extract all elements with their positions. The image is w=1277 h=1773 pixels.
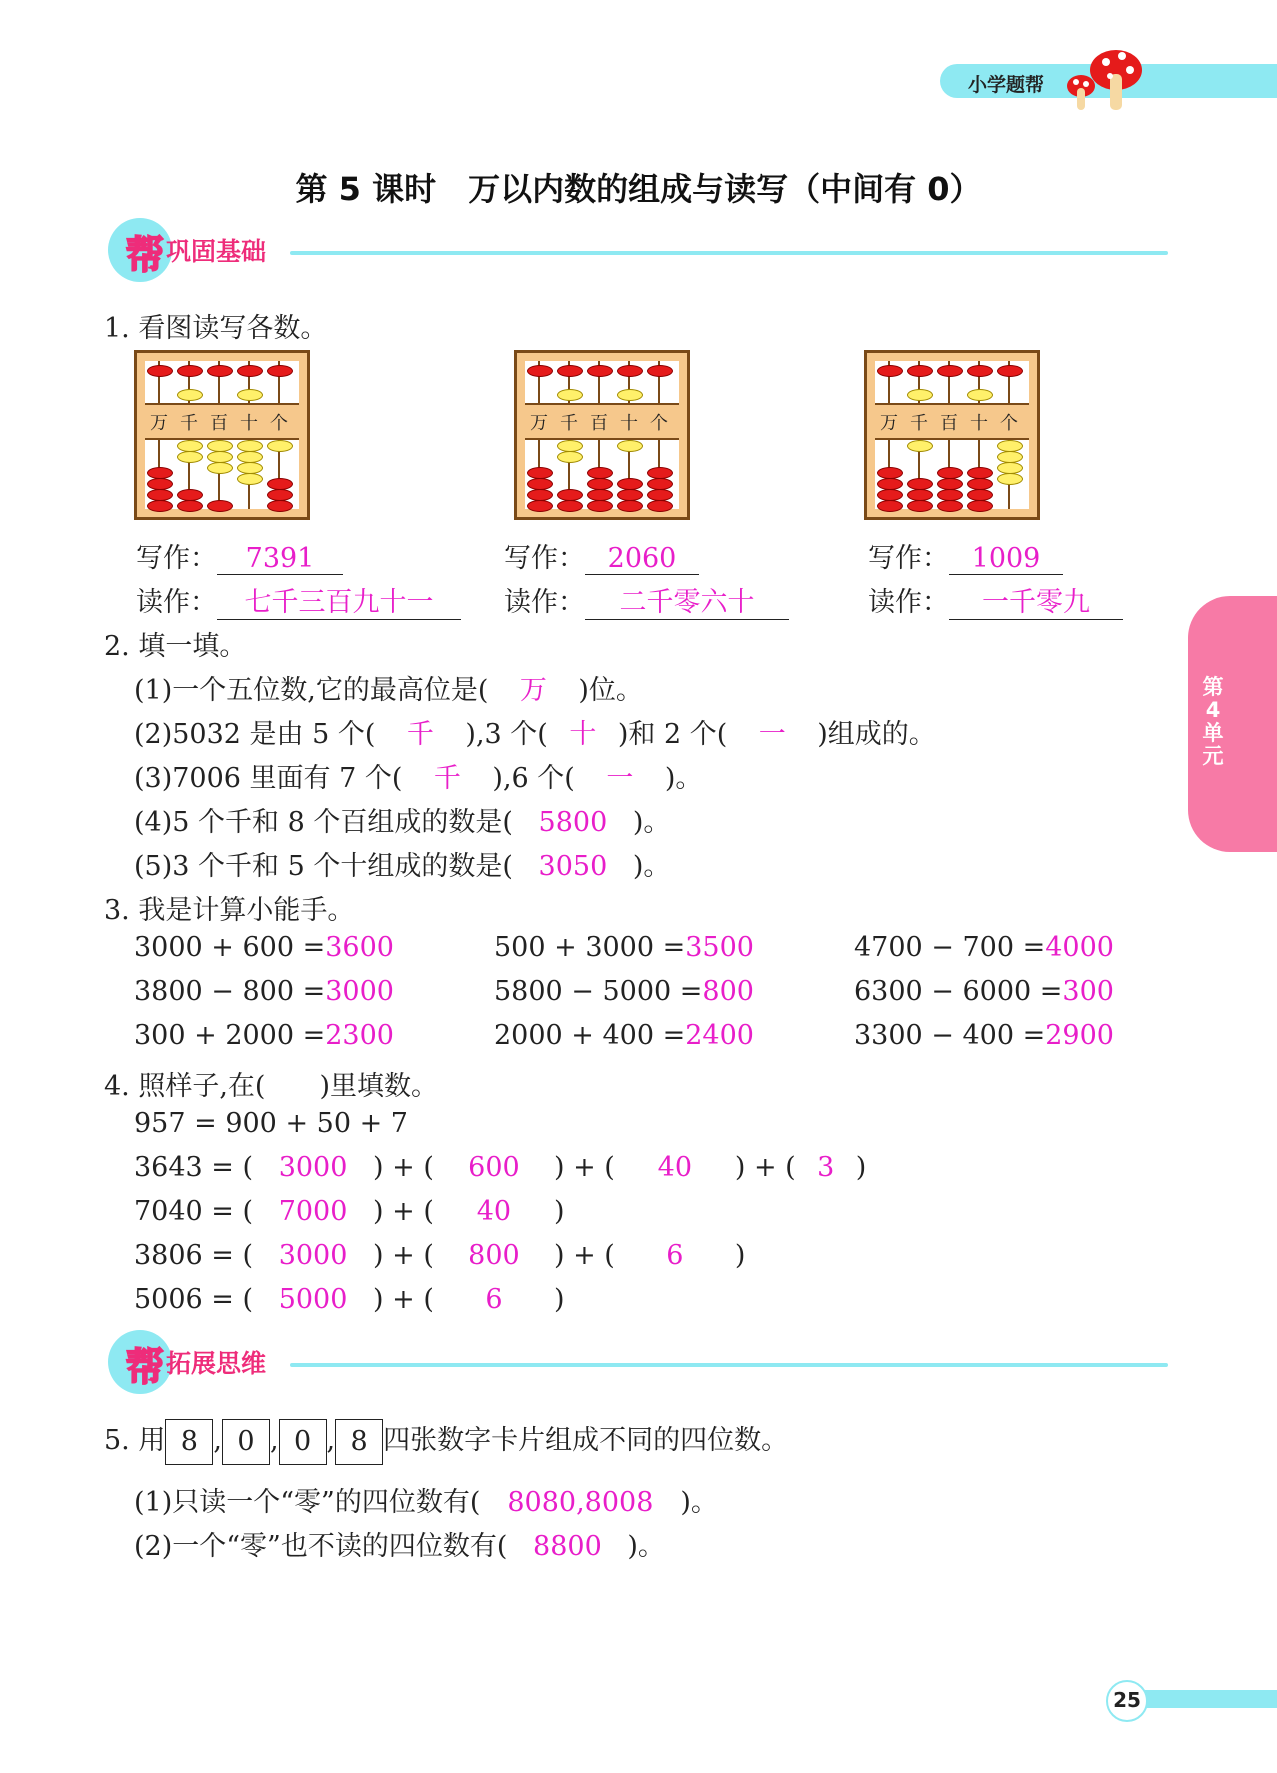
q2-answer-3a[interactable]: 千	[433, 763, 461, 794]
abacus-bead	[907, 500, 933, 512]
place-label: 个	[1000, 413, 1018, 434]
calc-answer[interactable]: 2400	[685, 1020, 754, 1051]
q4-answer[interactable]: 40	[476, 1196, 512, 1227]
q2-part-2: (2)5032 是由 5 个( 千 ),3 个( 十 )和 2 个( 一 )组成的。	[134, 712, 936, 751]
calc-answer[interactable]: 3600	[325, 932, 394, 963]
place-label: 个	[270, 413, 288, 434]
digit-card: 8	[165, 1419, 213, 1465]
write-line-1: 写作： 7391	[136, 536, 343, 575]
abacus-bead	[617, 365, 643, 377]
place-label: 十	[240, 413, 258, 434]
q4-row: 7040 = ( 7000 ) + ( 40 )	[134, 1196, 565, 1227]
digit-card: 8	[335, 1419, 383, 1465]
q4-answer[interactable]: 600	[468, 1152, 520, 1183]
place-label: 万	[150, 413, 168, 434]
write-answer-3[interactable]: 1009	[949, 543, 1063, 575]
read-answer-3[interactable]: 一千零九	[949, 580, 1123, 620]
abacus-bead	[937, 365, 963, 377]
section-title: 拓展思维	[166, 1349, 267, 1378]
abacus-bead	[177, 365, 203, 377]
digit-card: 0	[279, 1419, 327, 1465]
abacus-bead-counted	[997, 473, 1023, 485]
place-label: 十	[620, 413, 638, 434]
abacus-bead	[557, 500, 583, 512]
write-line-2: 写作： 2060	[504, 536, 699, 575]
unit-tab-label: 第 4 单 元	[1202, 675, 1224, 768]
abacus-bead-counted	[617, 440, 643, 452]
abacus-bead-counted	[237, 473, 263, 485]
abacus-bead	[647, 365, 673, 377]
read-line-1: 读作： 七千三百九十一	[136, 580, 461, 620]
q5-part-2: (2)一个“零”也不读的四位数有( 8800 )。	[134, 1531, 665, 1562]
abacus-bead	[647, 500, 673, 512]
q4-answer[interactable]: 7000	[278, 1196, 348, 1227]
abacus-bead-upper	[177, 389, 203, 401]
abacus-bead	[557, 365, 583, 377]
section-divider	[290, 251, 1168, 255]
abacus-bead-upper	[557, 389, 583, 401]
abacus-bead-upper	[237, 389, 263, 401]
q2-answer-1[interactable]: 万	[519, 675, 547, 706]
abacus-bead	[967, 365, 993, 377]
abacus-bead	[267, 500, 293, 512]
abacus-bead-counted	[267, 440, 293, 452]
abacus-bead	[877, 365, 903, 377]
digit-card: 0	[222, 1419, 270, 1465]
abacus-bead	[527, 500, 553, 512]
page-number: 25	[1113, 1688, 1141, 1712]
write-answer-1[interactable]: 7391	[217, 543, 343, 575]
q2-answer-2c[interactable]: 一	[758, 719, 786, 750]
q2-answer-2a[interactable]: 千	[406, 719, 434, 750]
place-label: 百	[210, 413, 228, 434]
section-header-extend	[108, 1330, 1168, 1400]
abacus-bead	[877, 500, 903, 512]
abacus-1	[134, 350, 310, 520]
abacus-bead-upper	[907, 389, 933, 401]
calc-answer[interactable]: 3500	[685, 932, 754, 963]
abacus-bead	[587, 500, 613, 512]
q4-row: 3643 = ( 3000 ) + ( 600 ) + ( 40 ) + ( 3 )	[134, 1152, 867, 1183]
calc-answer[interactable]: 2900	[1045, 1020, 1114, 1051]
q4-answer[interactable]: 800	[468, 1240, 520, 1271]
q5-answer-2[interactable]: 8800	[533, 1531, 602, 1562]
abacus-bead-counted	[177, 451, 203, 463]
calc-answer[interactable]: 300	[1062, 976, 1114, 1007]
abacus-bead	[237, 365, 263, 377]
question-4-title: 4. 照样子,在( )里填数。	[104, 1071, 438, 1102]
section-badge: 帮	[108, 218, 172, 282]
place-label: 千	[560, 413, 578, 434]
abacus-3	[864, 350, 1040, 520]
read-answer-1[interactable]: 七千三百九十一	[217, 580, 461, 620]
section-title: 巩固基础	[166, 237, 267, 266]
abacus-bead	[147, 500, 173, 512]
section-badge: 帮	[108, 1330, 172, 1394]
calc-answer[interactable]: 2300	[325, 1020, 394, 1051]
question-3-title: 3. 我是计算小能手。	[104, 895, 355, 926]
read-answer-2[interactable]: 二千零六十	[585, 580, 789, 620]
abacus-bead	[997, 365, 1023, 377]
calc-item: 5800 − 5000 =800	[494, 976, 754, 1007]
q5-answer-1[interactable]: 8080,8008	[507, 1487, 654, 1518]
abacus-bead	[177, 500, 203, 512]
q2-answer-2b[interactable]: 十	[569, 719, 597, 750]
mushroom-icon	[1060, 44, 1150, 116]
abacus-bead	[147, 365, 173, 377]
calc-answer[interactable]: 800	[702, 976, 754, 1007]
calc-item: 3800 − 800 =3000	[134, 976, 394, 1007]
place-label: 千	[910, 413, 928, 434]
abacus-bead-counted	[207, 462, 233, 474]
read-line-2: 读作： 二千零六十	[504, 580, 789, 620]
abacus-2	[514, 350, 690, 520]
brand-label: 小学题帮	[968, 74, 1045, 96]
abacus-bead-counted	[907, 440, 933, 452]
q2-answer-4[interactable]: 5800	[538, 807, 608, 838]
calc-item: 2000 + 400 =2400	[494, 1020, 754, 1051]
abacus-bead	[527, 365, 553, 377]
q4-answer[interactable]: 6	[485, 1284, 503, 1315]
abacus-bead	[207, 500, 233, 512]
q4-example: 957 = 900 + 50 + 7	[134, 1108, 408, 1139]
q2-part-4: (4)5 个千和 8 个百组成的数是( 5800 )。	[134, 807, 671, 838]
calc-item: 500 + 3000 =3500	[494, 932, 754, 963]
q2-part-3: (3)7006 里面有 7 个( 千 ),6 个( 一 )。	[134, 756, 702, 795]
place-label: 百	[590, 413, 608, 434]
place-label: 万	[530, 413, 548, 434]
q2-answer-3b[interactable]: 一	[606, 763, 634, 794]
abacus-bead	[587, 365, 613, 377]
place-label: 十	[970, 413, 988, 434]
q4-answer[interactable]: 3000	[278, 1240, 348, 1271]
section-divider	[290, 1363, 1168, 1367]
q4-answer[interactable]: 5000	[278, 1284, 348, 1315]
abacus-bead-upper	[967, 389, 993, 401]
abacus-bead-counted	[557, 451, 583, 463]
write-answer-2[interactable]: 2060	[585, 543, 699, 575]
abacus-bead	[207, 365, 233, 377]
calc-item: 3300 − 400 =2900	[854, 1020, 1114, 1051]
abacus-bead	[967, 500, 993, 512]
page-title: 第 5 课时 万以内数的组成与读写（中间有 0）	[295, 170, 982, 208]
abacus-bead	[267, 365, 293, 377]
calc-answer[interactable]: 3000	[325, 976, 394, 1007]
q4-answer[interactable]: 6	[666, 1240, 684, 1271]
q4-answer[interactable]: 3	[817, 1152, 835, 1183]
q4-answer[interactable]: 40	[657, 1152, 692, 1183]
calc-answer[interactable]: 4000	[1045, 932, 1114, 963]
question-1-title: 1. 看图读写各数。	[104, 313, 328, 344]
place-label: 万	[880, 413, 898, 434]
q4-row: 5006 = ( 5000 ) + ( 6 )	[134, 1284, 565, 1315]
abacus-bead	[617, 500, 643, 512]
calc-item: 4700 − 700 =4000	[854, 932, 1114, 963]
place-label: 个	[650, 413, 668, 434]
place-label: 百	[940, 413, 958, 434]
question-2-title: 2. 填一填。	[104, 631, 247, 662]
read-line-3: 读作： 一千零九	[868, 580, 1123, 620]
abacus-bead	[907, 365, 933, 377]
q5-part-1: (1)只读一个“零”的四位数有( 8080,8008 )。	[134, 1487, 718, 1518]
q2-answer-5[interactable]: 3050	[538, 851, 608, 882]
q4-answer[interactable]: 3000	[278, 1152, 348, 1183]
place-label: 千	[180, 413, 198, 434]
abacus-bead	[937, 500, 963, 512]
write-line-3: 写作： 1009	[868, 536, 1063, 575]
calc-item: 6300 − 6000 =300	[854, 976, 1114, 1007]
q4-row: 3806 = ( 3000 ) + ( 800 ) + ( 6 )	[134, 1240, 746, 1271]
calc-item: 3000 + 600 =3600	[134, 932, 394, 963]
abacus-bead-upper	[617, 389, 643, 401]
calc-item: 300 + 2000 =2300	[134, 1020, 394, 1051]
q2-part-1: (1)一个五位数,它的最高位是( 万 )位。	[134, 668, 643, 707]
section-header-basic	[108, 218, 1168, 288]
question-5-title: 5. 用 8 , 0 , 0 , 8 四张数字卡片组成不同的四位数。	[104, 1418, 788, 1465]
q2-part-5: (5)3 个千和 5 个十组成的数是( 3050 )。	[134, 851, 671, 882]
